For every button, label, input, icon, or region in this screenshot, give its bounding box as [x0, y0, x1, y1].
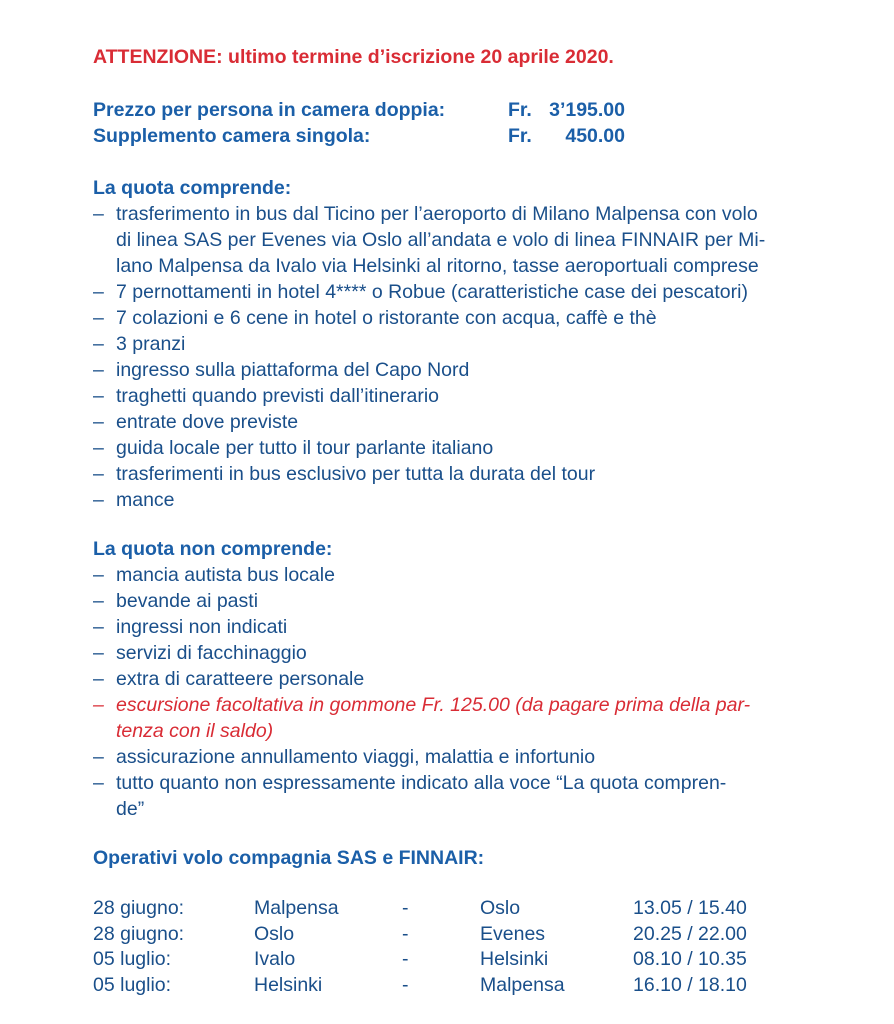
bullet-dash: –: [93, 281, 104, 303]
bullet-dash: –: [93, 437, 104, 459]
flight-from: Oslo: [254, 922, 295, 945]
list-item: [0, 279, 894, 305]
bullet-dash: –: [93, 694, 104, 716]
list-item-text: mance: [116, 489, 175, 511]
list-item-text: entrate dove previste: [116, 411, 299, 433]
flights-heading: Operativi volo compagnia SAS e FINNAIR:: [93, 847, 485, 869]
list-item-text: 7 colazioni e 6 cene in hotel o ristorante con acqua, caffè e thè: [116, 307, 657, 329]
list-item: [0, 692, 894, 744]
list-item-text: extra di caratteere personale: [116, 668, 365, 690]
bullet-dash: –: [93, 203, 104, 225]
flight-to: Evenes: [480, 922, 546, 945]
bullet-dash: –: [93, 359, 104, 381]
bullet-dash: –: [93, 333, 104, 355]
bullet-dash: –: [93, 489, 104, 511]
list-item-text: assicurazione annullamento viaggi, malattia e infortunio: [116, 746, 596, 768]
list-item-text: lano Malpensa da Ivalo via Helsinki al ritorno, tasse aeroportuali comprese: [116, 255, 759, 277]
bullet-dash: –: [93, 668, 104, 690]
price-row-double: [0, 97, 894, 123]
list-item: [0, 640, 894, 666]
price-row-single: [0, 123, 894, 149]
flight-to: Oslo: [480, 897, 521, 919]
list-item: [0, 409, 894, 435]
flight-time: 20.25 / 22.00: [633, 922, 747, 945]
flight-time: 13.05 / 15.40: [633, 897, 747, 919]
flight-from: Malpensa: [254, 897, 339, 919]
list-item-text: guida locale per tutto il tour parlante italiano: [116, 437, 494, 459]
flight-date: 28 giugno:: [93, 922, 185, 945]
list-item-text: trasferimenti in bus esclusivo per tutta la durata del tour: [116, 463, 596, 485]
bullet-dash: –: [93, 411, 104, 433]
flight-from: Helsinki: [254, 973, 323, 996]
flight-to: Malpensa: [480, 973, 565, 996]
price-value: 450.00: [565, 125, 625, 147]
list-item: [0, 357, 894, 383]
deadline-notice: ATTENZIONE: ultimo termine d’iscrizione 20 aprile 2020.: [93, 46, 614, 68]
flight-separator: -: [402, 922, 409, 945]
bullet-dash: –: [93, 642, 104, 664]
list-item-text: ingressi non indicati: [116, 616, 288, 638]
flight-date: 05 luglio:: [93, 948, 172, 970]
list-item-text: servizi di facchinaggio: [116, 642, 307, 664]
list-item-text: tutto quanto non espressamente indicato alla voce “La quota compren-: [116, 772, 727, 794]
list-item-text: di linea SAS per Evenes via Oslo all’andata e volo di linea FINNAIR per Mi-: [116, 229, 766, 251]
list-item: [0, 666, 894, 692]
flight-separator: -: [402, 973, 409, 996]
flight-date: 28 giugno:: [93, 897, 185, 919]
bullet-dash: –: [93, 564, 104, 586]
not-included-heading: La quota non comprende:: [93, 538, 333, 560]
bullet-dash: –: [93, 385, 104, 407]
list-item: [0, 461, 894, 487]
list-item-text: escursione facoltativa in gommone Fr. 125.00 (da pagare prima della par-: [116, 694, 751, 716]
list-item: [0, 770, 894, 822]
flight-separator: -: [402, 897, 409, 919]
list-item: [0, 614, 894, 640]
bullet-dash: –: [93, 772, 104, 794]
list-item-text: 3 pranzi: [116, 333, 186, 355]
price-label: Prezzo per persona in camera doppia:: [93, 99, 446, 121]
list-item-text: ingresso sulla piattaforma del Capo Nord: [116, 359, 470, 381]
list-item-text: tenza con il saldo): [116, 720, 274, 742]
list-item: [0, 588, 894, 614]
flight-to: Helsinki: [480, 948, 549, 970]
list-item-text: 7 pernottamenti in hotel 4**** o Robue (caratteristiche case dei pescatori): [116, 281, 748, 303]
list-item-text: traghetti quando previsti dall’itinerario: [116, 385, 440, 407]
list-item: [0, 201, 894, 279]
price-label: Supplemento camera singola:: [93, 125, 371, 147]
flight-time: 16.10 / 18.10: [633, 973, 747, 996]
list-item: [0, 331, 894, 357]
bullet-dash: –: [93, 590, 104, 612]
list-item-text: mancia autista bus locale: [116, 564, 335, 586]
list-item: [0, 562, 894, 588]
included-heading: La quota comprende:: [93, 177, 292, 199]
bullet-dash: –: [93, 307, 104, 329]
flight-from: Ivalo: [254, 948, 296, 970]
list-item: [0, 305, 894, 331]
list-item: [0, 487, 894, 513]
bullet-dash: –: [93, 463, 104, 485]
list-item: [0, 435, 894, 461]
flight-time: 08.10 / 10.35: [633, 948, 747, 970]
bullet-dash: –: [93, 746, 104, 768]
bullet-dash: –: [93, 616, 104, 638]
flight-separator: -: [402, 948, 409, 970]
list-item: [0, 383, 894, 409]
list-item-text: trasferimento in bus dal Ticino per l’aeroporto di Milano Malpensa con volo: [116, 203, 758, 225]
list-item-text: bevande ai pasti: [116, 590, 259, 612]
list-item: [0, 744, 894, 770]
price-value: 3’195.00: [549, 99, 625, 121]
list-item-text: de”: [116, 798, 145, 820]
flight-date: 05 luglio:: [93, 973, 172, 996]
price-currency: Fr.: [508, 125, 532, 147]
price-currency: Fr.: [508, 99, 532, 121]
